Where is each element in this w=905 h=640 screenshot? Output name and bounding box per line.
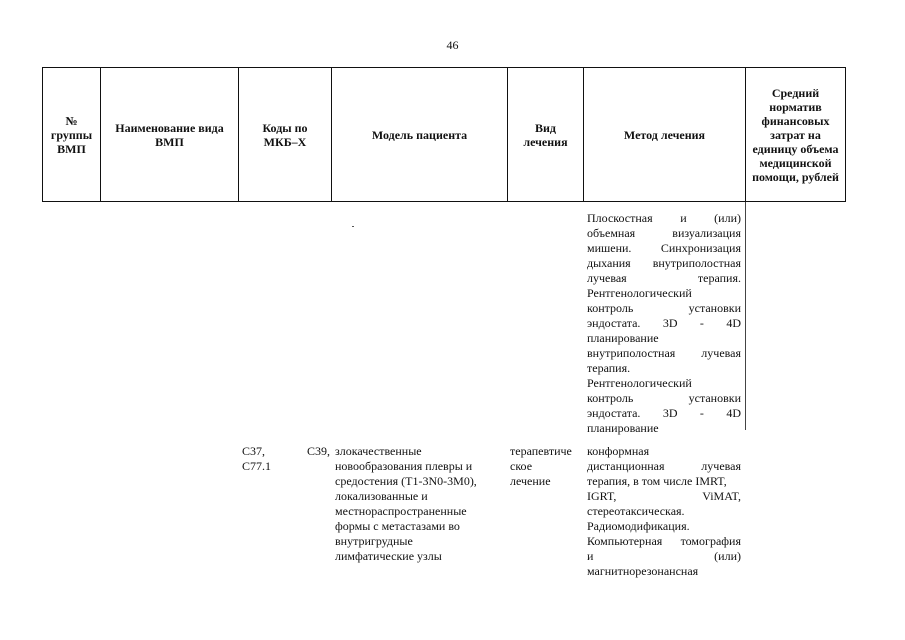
row1-method xyxy=(587,211,741,436)
method-line: конформная xyxy=(587,444,650,458)
type-line: лечение xyxy=(510,474,551,488)
method-line: терапия, в том числе IMRT, xyxy=(587,474,727,488)
method-line: планирование xyxy=(587,421,659,435)
type-line: ское xyxy=(510,459,533,473)
model-line: внутригрудные xyxy=(335,534,413,548)
method-line: мишени. Синхронизация xyxy=(587,241,741,255)
header-border-right xyxy=(845,67,846,202)
method-line: IGRT, ViMAT, xyxy=(587,489,741,503)
method-line: Радиомодификация. xyxy=(587,519,690,533)
header-icd-codes: Коды по МКБ–Х xyxy=(262,120,308,149)
row2-icd-codes xyxy=(242,444,330,474)
stray-dot xyxy=(352,226,354,227)
method-line: магнитнорезонансная xyxy=(587,564,699,578)
method-line: объемная визуализация xyxy=(587,226,741,240)
header-bottom-border xyxy=(42,201,845,202)
model-line: лимфатические узлы xyxy=(335,549,442,563)
method-line: внутриполостная лучевая xyxy=(587,346,741,360)
model-line: формы с метастазами во xyxy=(335,519,460,533)
header-patient-model: Модель пациента xyxy=(371,127,468,142)
model-line: локализованные и xyxy=(335,489,428,503)
method-line: Рентгенологический xyxy=(587,376,692,390)
header-treatment-type: Вид лечения xyxy=(523,120,568,149)
method-line: лучевая терапия. xyxy=(587,271,741,285)
row2-treatment-method xyxy=(587,444,741,579)
method-line: дыхания внутриполостная xyxy=(587,256,741,270)
method-line: стереотаксическая. xyxy=(587,504,685,518)
header-treatment-method: Метод лечения xyxy=(623,127,706,142)
method-line: Рентгенологический xyxy=(587,286,692,300)
method-line: Компьютерная томография xyxy=(587,534,741,548)
model-line: новообразования плевры и xyxy=(335,459,473,473)
model-line: средостения (T1-3N0-3M0), xyxy=(335,474,477,488)
row2-patient-model xyxy=(335,444,507,564)
header-group-number: № группы ВМП xyxy=(50,113,93,156)
model-line: злокачественные xyxy=(335,444,422,458)
codes-line: C37, C39, xyxy=(242,444,330,458)
method-line: планирование xyxy=(587,331,659,345)
row2-treatment-type xyxy=(510,444,582,489)
method-line: терапия. xyxy=(587,361,631,375)
header-average-cost: Средний норматив финансовых затрат на единицу объема медицинской помощи, рублей xyxy=(752,85,839,184)
type-line: терапевтиче xyxy=(510,444,572,458)
method-line: эндостата. 3D - 4D xyxy=(587,316,741,330)
method-line: контроль установки xyxy=(587,391,741,405)
model-line: местнораспространенные xyxy=(335,504,467,518)
body-border-right-method xyxy=(745,202,746,430)
header-vmp-name: Наименование вида ВМП xyxy=(115,120,224,149)
method-line: дистанционная лучевая xyxy=(587,459,741,473)
method-line: контроль установки xyxy=(587,301,741,315)
method-line: Плоскостная и (или) xyxy=(587,211,741,225)
codes-line: C77.1 xyxy=(242,459,272,473)
method-line: эндостата. 3D - 4D xyxy=(587,406,741,420)
method-line: и (или) xyxy=(587,549,741,563)
page-number: 46 xyxy=(446,38,459,52)
